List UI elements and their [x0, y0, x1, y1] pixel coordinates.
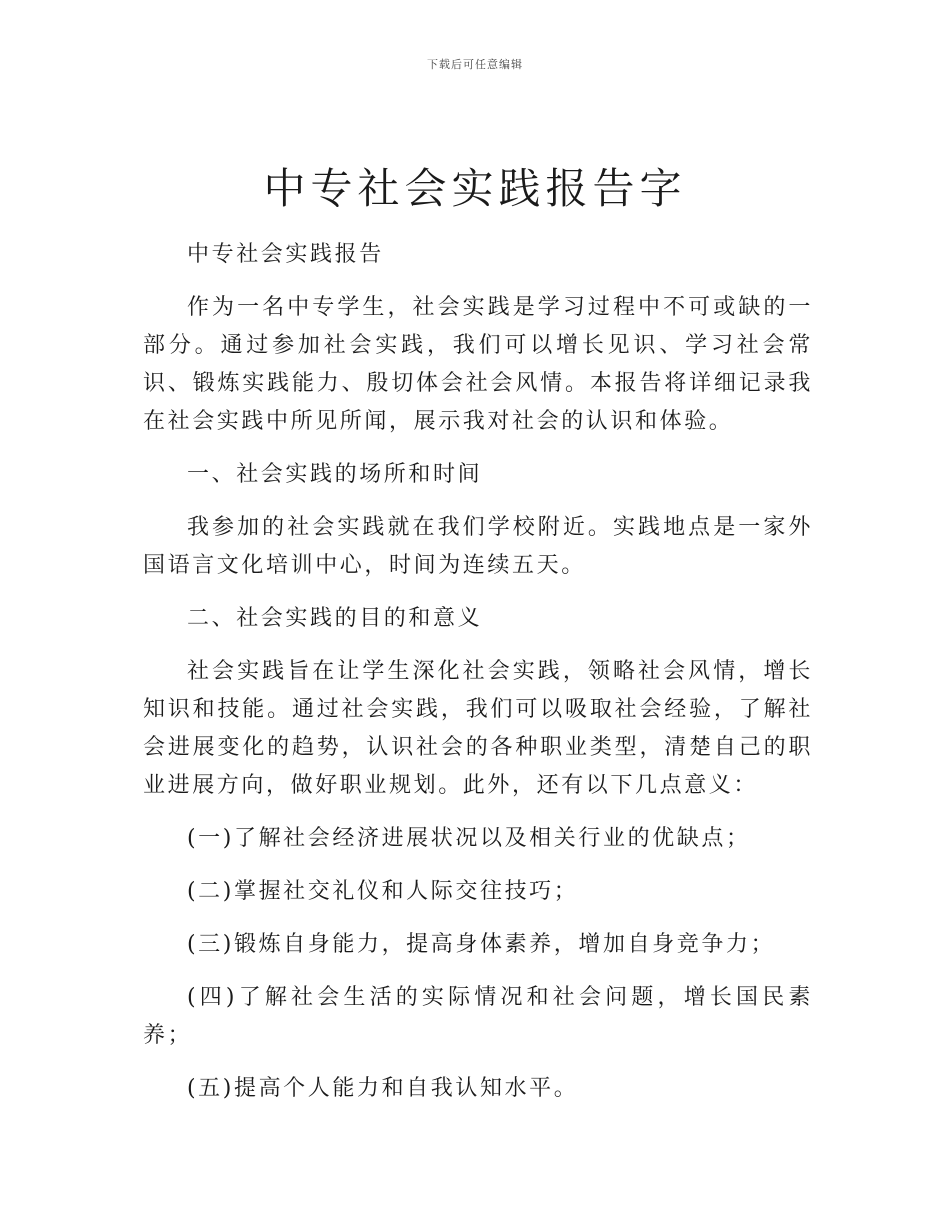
paragraph-purpose: 社会实践旨在让学生深化社会实践，领略社会风情，增长知识和技能。通过社会实践，我们可以吸取社会经验，了解社会进展变化的趋势，认识社会的各种职业类型，清楚自己的职业进展方向，做好职业规划。此外，还有以下几点意义： — [143, 659, 813, 798]
list-item-2: (二)掌握社交礼仪和人际交往技巧； — [187, 879, 579, 904]
document-body — [143, 236, 813, 1123]
list-item-5: (五)提高个人能力和自我认知水平。 — [187, 1076, 579, 1101]
list-item-3: (三)锻炼自身能力，提高身体素养，增加自身竞争力； — [187, 932, 776, 957]
list-item-4: (四)了解社会生活的实际情况和社会问题，增长国民素养； — [143, 985, 813, 1048]
document-title: 中专社会实践报告字 — [263, 164, 687, 213]
list-item-1: (一)了解社会经济进展状况以及相关行业的优缺点； — [187, 826, 751, 851]
section-heading-location-time: 一、社会实践的场所和时间 — [187, 462, 483, 487]
section-heading-purpose: 二、社会实践的目的和意义 — [187, 606, 483, 631]
paragraph-location-time: 我参加的社会实践就在我们学校附近。实践地点是一家外国语言文化培训中心，时间为连续五天。 — [143, 515, 813, 578]
header-note: 下载后可任意编辑 — [427, 58, 523, 71]
paragraph-subtitle: 中专社会实践报告 — [187, 242, 384, 267]
paragraph-intro: 作为一名中专学生，社会实践是学习过程中不可或缺的一部分。通过参加社会实践，我们可以增长见识、学习社会常识、锻炼实践能力、殷切体会社会风情。本报告将详细记录我在社会实践中所见所闻，展示我对社会的认识和体验。 — [143, 295, 813, 434]
